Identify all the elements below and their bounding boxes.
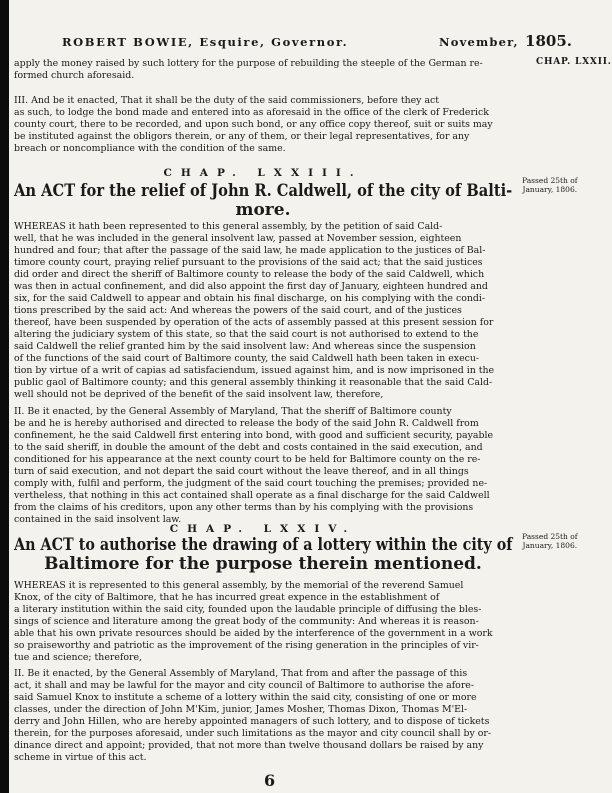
intro-paragraph bbox=[14, 58, 512, 82]
text-line: WHEREAS it is represented to this general assembly, by the memorial of the reverend Samuel bbox=[14, 580, 464, 591]
text-line: to the said sheriff, in double the amount of the debt and costs contained in the said execution, and bbox=[14, 442, 483, 453]
text-line: from the claims of his creditors, upon any other terms than by his complying with the provisions bbox=[14, 502, 474, 513]
text-line: WHEREAS it hath been represented to this general assembly, by the petition of said Cald- bbox=[14, 221, 443, 232]
text-line: did order and direct the sheriff of Baltimore county to release the body of the said Caldwell, which bbox=[14, 269, 485, 280]
text-line: contained in the said insolvent law. bbox=[14, 514, 182, 525]
title-line-2: more. bbox=[235, 200, 291, 220]
chap-73-preamble bbox=[14, 221, 512, 401]
text-line: a literary institution within the said city, founded upon the laudable principle of diffusing the bles- bbox=[14, 604, 482, 615]
text-line: sings of science and literature among the great body of the community: And whereas it is reason- bbox=[14, 616, 479, 627]
chap-73-title bbox=[14, 182, 512, 220]
running-header bbox=[62, 32, 572, 51]
text-line: act, it shall and may be lawful for the mayor and city council of Baltimore to authorise the afore- bbox=[14, 680, 475, 691]
text-line: therein, for the purposes aforesaid, under such limitations as the mayor and city council shall by or- bbox=[14, 728, 492, 739]
margin-chap-label: CHAP. LXXII. bbox=[536, 57, 612, 67]
chap-74-section-2 bbox=[14, 668, 512, 764]
page-binding-shadow bbox=[0, 0, 9, 793]
signature-mark: 6 bbox=[264, 771, 276, 790]
text-line: said Samuel Knox to institute a scheme of a lottery within the said city, consisting of one or more bbox=[14, 692, 477, 703]
section-3-paragraph bbox=[14, 95, 512, 155]
text-line: confinement, he the said Caldwell first entering into bond, with good and sufficient security, payable bbox=[14, 430, 494, 441]
text-line: formed church aforesaid. bbox=[14, 70, 135, 81]
passed-line: Passed 25th of bbox=[522, 176, 578, 185]
passed-line: January, 1806. bbox=[522, 185, 578, 194]
text-line: breach or noncompliance with the condition of the same. bbox=[14, 143, 286, 154]
text-line: derry and John Hillen, who are hereby appointed managers of such lottery, and to dispose of tickets bbox=[14, 716, 490, 727]
text-line: able that his own private resources should be aided by the interference of the government in a work bbox=[14, 628, 493, 639]
text-line: comply with, fulfil and perform, the judgment of the said court touching the premises; provided ne- bbox=[14, 478, 488, 489]
text-line: hundred and four; that after the passage of the said law, he made application to the justices of Bal- bbox=[14, 245, 486, 256]
title-line-2: Baltimore for the purpose therein mentioned. bbox=[44, 554, 482, 574]
text-line: said Caldwell the relief granted him by the said insolvent law: And whereas since the suspension bbox=[14, 341, 476, 352]
title-line-1: An ACT to authorise the drawing of a lottery within the city of bbox=[14, 535, 513, 555]
text-line: public gaol of Baltimore county; and this general assembly thinking it reasonable that the said Cald- bbox=[14, 377, 493, 388]
text-line: thereof, have been suspended by operation of the acts of assembly passed at this present session for bbox=[14, 317, 494, 328]
text-line: be instituted against the obligors therein, or any of them, or their legal representatives, for any bbox=[14, 131, 470, 142]
header-month: November, bbox=[439, 35, 519, 49]
chap-74-title bbox=[14, 536, 512, 574]
text-line: be and he is hereby authorised and directed to release the body of the said John R. Caldwell from bbox=[14, 418, 479, 429]
text-line: conditioned for his appearance at the next county court to be held for Baltimore county on the re- bbox=[14, 454, 481, 465]
text-line: II. Be it enacted, by the General Assembly of Maryland, That from and after the passage of this bbox=[14, 668, 468, 679]
header-governor: ROBERT BOWIE, Esquire, Governor. bbox=[62, 35, 349, 49]
text-line: well should not be deprived of the benefit of the said insolvent law, therefore, bbox=[14, 389, 384, 400]
text-line: so praiseworthy and patriotic as the improvement of the rising generation in the principles of vir- bbox=[14, 640, 479, 651]
text-line: tue and science; therefore, bbox=[14, 652, 143, 663]
text-line: scheme in virtue of this act. bbox=[14, 752, 147, 763]
text-line: tion by virtue of a writ of capias ad satisfaciendum, issued against him, and is now imprisoned in the bbox=[14, 365, 495, 376]
text-line: six, for the said Caldwell to appear and obtain his final discharge, on his complying with the condi- bbox=[14, 293, 486, 304]
text-line: county court, there to be recorded, and upon such bond, or any office copy thereof, suit or suits may bbox=[14, 119, 493, 130]
chap-73-section-2 bbox=[14, 406, 512, 526]
text-line: tions prescribed by the said act: And whereas the powers of the said court, and of the justices bbox=[14, 305, 462, 316]
text-line: turn of said execution, and not depart the said court without the leave thereof, and in all things bbox=[14, 466, 469, 477]
text-line: III. And be it enacted, That it shall be the duty of the said commissioners, before they act bbox=[14, 95, 440, 106]
title-line-1: An ACT for the relief of John R. Caldwell, of the city of Balti- bbox=[14, 181, 513, 201]
chap-73-heading: CHAP. LXXIII. bbox=[163, 167, 363, 179]
text-line: timore county court, praying relief pursuant to the provisions of the said act; that the said justices bbox=[14, 257, 483, 268]
passed-line: January, 1806. bbox=[522, 541, 578, 550]
text-line: as such, to lodge the bond made and entered into as aforesaid in the office of the clerk of Frederick bbox=[14, 107, 489, 118]
text-line: Knox, of the city of Baltimore, that he has incurred great expence in the establishment of bbox=[14, 592, 440, 603]
text-line: vertheless, that nothing in this act contained shall operate as a final discharge for the said Caldwell bbox=[14, 490, 490, 501]
text-line: was then in actual confinement, and did also appoint the first day of January, eighteen hundred and bbox=[14, 281, 488, 292]
text-line: of the functions of the said court of Baltimore county, the said Caldwell hath been taken in execu- bbox=[14, 353, 480, 364]
header-year: 1805. bbox=[525, 32, 572, 50]
document-page bbox=[14, 0, 612, 793]
text-line: altering the judiciary system of this state, so that the said court is not authorised to extend to the bbox=[14, 329, 479, 340]
chap-74-heading: CHAP. LXXIV. bbox=[169, 523, 357, 535]
chap-74-preamble bbox=[14, 580, 512, 664]
text-line: II. Be it enacted, by the General Assembly of Maryland, That the sheriff of Baltimore county bbox=[14, 406, 452, 417]
text-line: dinance direct and appoint; provided, that not more than twelve thousand dollars be raised by any bbox=[14, 740, 484, 751]
text-line: classes, under the direction of John M'Kim, junior, James Mosher, Thomas Dixon, Thomas M'El- bbox=[14, 704, 468, 715]
passed-line: Passed 25th of bbox=[522, 532, 578, 541]
text-line: well, that he was included in the general insolvent law, passed at November session, eighteen bbox=[14, 233, 462, 244]
text-line: apply the money raised by such lottery for the purpose of rebuilding the steeple of the German re- bbox=[14, 58, 483, 69]
chap-74-passed-note bbox=[522, 532, 578, 550]
chap-73-passed-note bbox=[522, 176, 578, 194]
